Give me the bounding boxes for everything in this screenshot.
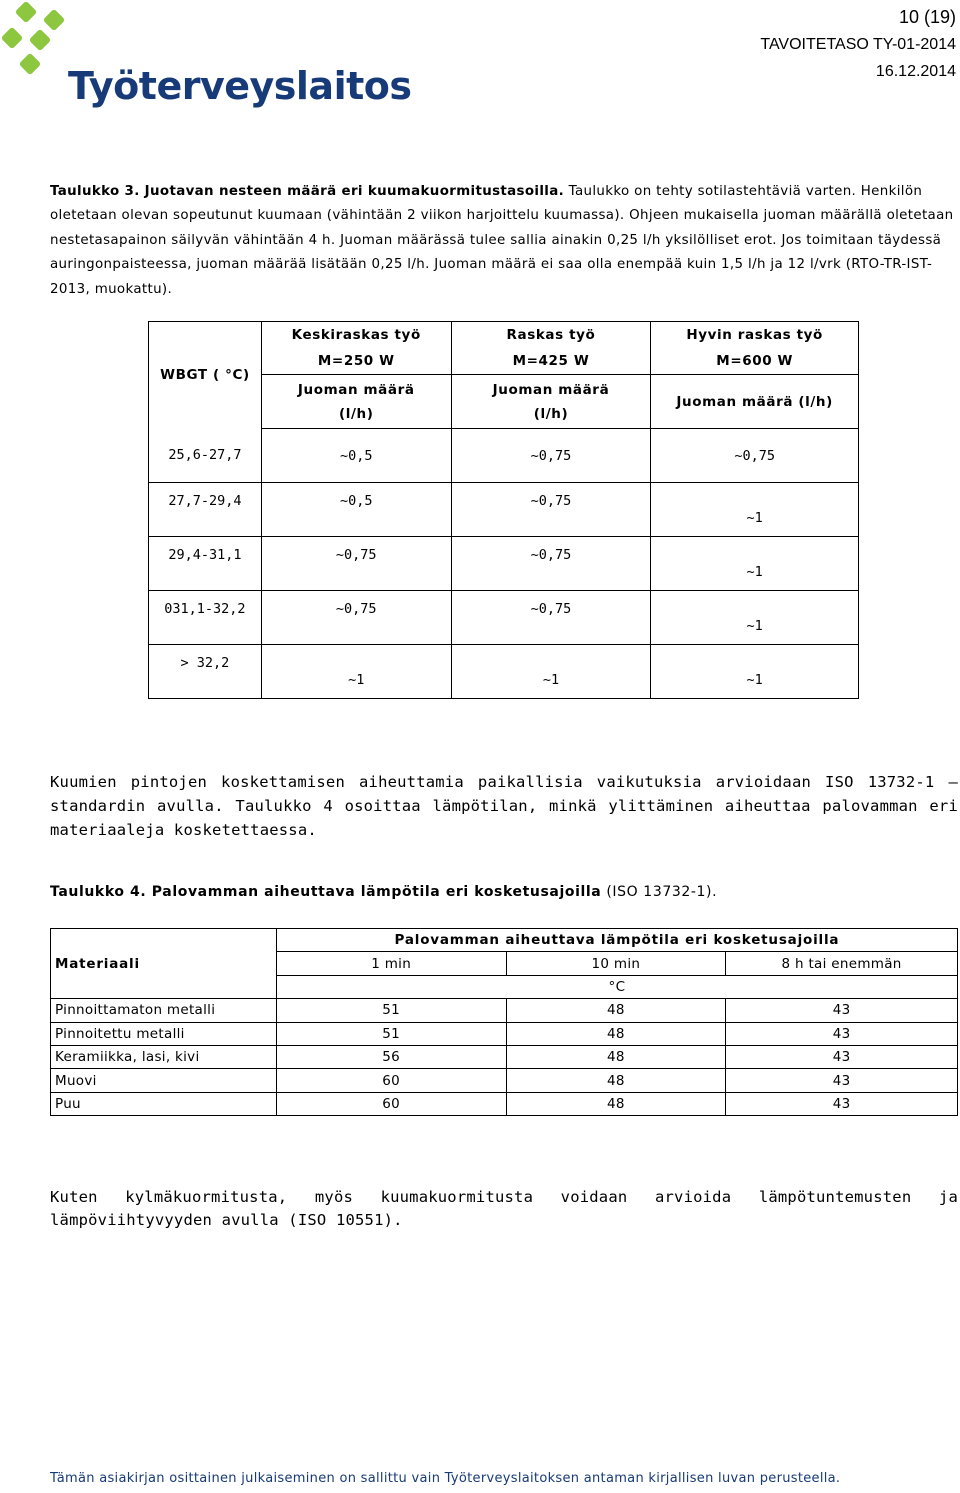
paragraph-hot-surfaces: Kuumien pintojen koskettamisen aiheuttamia paikallisia vaikutuksia arvioidaan ISO 13732-1 – standardin avulla. Taulukko 4 osoittaa lämpötilan, minkä ylittäminen aiheuttaa palovamman eri materiaaleja kosketettaessa. (50, 773, 958, 839)
table3-unit-col1-label: Juoman määrä (297, 381, 415, 398)
table3-cell: ~0,75 (451, 537, 651, 591)
table3-col1-m: M=250 W (317, 353, 395, 369)
table3-cell: ~1 (261, 645, 451, 699)
table3-col2-m: M=425 W (512, 353, 590, 369)
table3-cell: ~0,5 (261, 483, 451, 537)
logo-wordmark: Työterveyslaitos (68, 64, 412, 108)
table3-cell-wbgt: 27,7-29,4 (149, 483, 262, 537)
table4-cell-material: Muovi (51, 1069, 277, 1092)
paragraph2-line2: lämpöviihtyvyyden avulla (ISO 10551). (50, 1211, 403, 1229)
table3-header-col1 (261, 322, 451, 375)
table4-caption-title: Taulukko 4. Palovamman aiheuttava lämpötila eri kosketusajoilla (50, 884, 602, 900)
table4-cell-material: Puu (51, 1092, 277, 1115)
table3-cell-wbgt: 29,4-31,1 (149, 537, 262, 591)
table-row (149, 645, 859, 699)
table4-cell: 48 (506, 1069, 726, 1092)
table4-header-time: 8 h tai enemmän (726, 952, 958, 975)
table4-cell: 60 (276, 1092, 506, 1115)
table3-header-wbgt: WBGT ( °C) (149, 322, 262, 429)
table3-col3-name: Hyvin raskas työ (686, 327, 823, 343)
table4-cell: 48 (506, 1022, 726, 1045)
table3-cell: ~0,75 (451, 591, 651, 645)
table-row (51, 1045, 958, 1068)
table3-cell: ~0,5 (261, 429, 451, 483)
table4-cell-material: Pinnoittamaton metalli (51, 999, 277, 1022)
table4 (50, 928, 958, 1116)
table3-cell-wbgt: 031,1-32,2 (149, 591, 262, 645)
table3-cell: ~0,75 (451, 429, 651, 483)
table4-header-time: 1 min (276, 952, 506, 975)
table3-cell: ~1 (451, 645, 651, 699)
table3-unit-col1 (261, 375, 451, 429)
table3-cell: ~1 (651, 645, 859, 699)
table4-cell: 51 (276, 999, 506, 1022)
table3-cell: ~1 (651, 591, 859, 645)
table4-cell: 43 (726, 1092, 958, 1115)
table3-caption (50, 180, 958, 302)
table4-cell: 56 (276, 1045, 506, 1068)
table4-cell: 43 (726, 999, 958, 1022)
table3-unit-col3: Juoman määrä (l/h) (651, 375, 859, 429)
table-row (51, 1092, 958, 1115)
table3-cell: ~0,75 (261, 537, 451, 591)
table4-cell-material: Pinnoitettu metalli (51, 1022, 277, 1045)
table3-unit-col2-label: Juoman määrä (492, 381, 610, 398)
table3-cell: ~0,75 (451, 483, 651, 537)
table-row (51, 1069, 958, 1092)
table4-cell: 60 (276, 1069, 506, 1092)
table-row (51, 999, 958, 1022)
table-row (51, 1022, 958, 1045)
table4-header-material: Materiaali (51, 929, 277, 999)
document-date: 16.12.2014 (875, 63, 956, 80)
table4-cell: 43 (726, 1045, 958, 1068)
table3-header-col3 (651, 322, 859, 375)
table3-col2-name: Raskas työ (506, 327, 596, 343)
table4-cell: 48 (506, 999, 726, 1022)
table3-cell-wbgt: 25,6-27,7 (149, 429, 262, 483)
table3-caption-title: Taulukko 3. Juotavan nesteen määrä eri kuumakuormitustasoilla. (50, 184, 565, 199)
table4-cell: 43 (726, 1069, 958, 1092)
paragraph2-line1: Kuten kylmäkuormitusta, myös kuumakuormitusta voidaan arvioida lämpötuntemusten ja (50, 1188, 958, 1206)
table3-unit-col1-unit: (l/h) (338, 405, 374, 422)
table-row (149, 591, 859, 645)
table4-header-time: 10 min (506, 952, 726, 975)
table4-caption (50, 884, 958, 900)
table4-cell: 43 (726, 1022, 958, 1045)
table3-cell-wbgt: > 32,2 (149, 645, 262, 699)
table4-header-unit: °C (276, 975, 957, 998)
table-row (149, 537, 859, 591)
table3-cell: ~0,75 (651, 429, 859, 483)
table3-header-col2 (451, 322, 651, 375)
table3 (148, 321, 859, 699)
table4-cell: 51 (276, 1022, 506, 1045)
document-header (760, 4, 956, 85)
page-number: 10 (19) (898, 7, 956, 27)
table4-cell-material: Keramiikka, lasi, kivi (51, 1045, 277, 1068)
table3-caption-text: Taulukko on tehty sotilastehtäviä varten. Henkilön oletetaan olevan sopeutunut kuumaan (vähintään 2 viikon harjoittelu kuumassa). Ohjeen mukaisella juoman määrällä oletetaan nestetasapainon säilyvän vähintään 4 h. Juoman määrässä tulee sallia ainakin 0,25 l/h yksilölliset erot. Jos toimitaan täydessä auringonpaisteessa, juoman määrää lisätään 0,25 l/h. Juoman määrä ei saa olla enempää kuin 1,5 l/h ja 12 l/vrk (RTO-TR-IST-2013, muokattu). (50, 184, 954, 297)
table3-unit-col2-unit: (l/h) (533, 405, 569, 422)
table3-col3-m: M=600 W (716, 353, 793, 369)
footer-notice: Tämän asiakirjan osittainen julkaiseminen on sallittu vain Työterveyslaitoksen antaman kirjallisen luvan perusteella. (50, 1471, 841, 1486)
table-row (149, 429, 859, 483)
table4-caption-text: (ISO 13732-1). (601, 884, 718, 900)
table3-cell: ~1 (651, 537, 859, 591)
table4-cell: 48 (506, 1045, 726, 1068)
table4-header-group: Palovamman aiheuttava lämpötila eri kosketusajoilla (276, 929, 957, 952)
table3-unit-col2 (451, 375, 651, 429)
table-row (149, 483, 859, 537)
table3-col1-name: Keskiraskas työ (291, 327, 421, 343)
logo (2, 2, 412, 112)
table3-cell: ~0,75 (261, 591, 451, 645)
paragraph-thermal-sensation (50, 1186, 958, 1232)
table3-cell: ~1 (651, 483, 859, 537)
table4-cell: 48 (506, 1092, 726, 1115)
document-id: TAVOITETASO TY-01-2014 (760, 36, 956, 53)
